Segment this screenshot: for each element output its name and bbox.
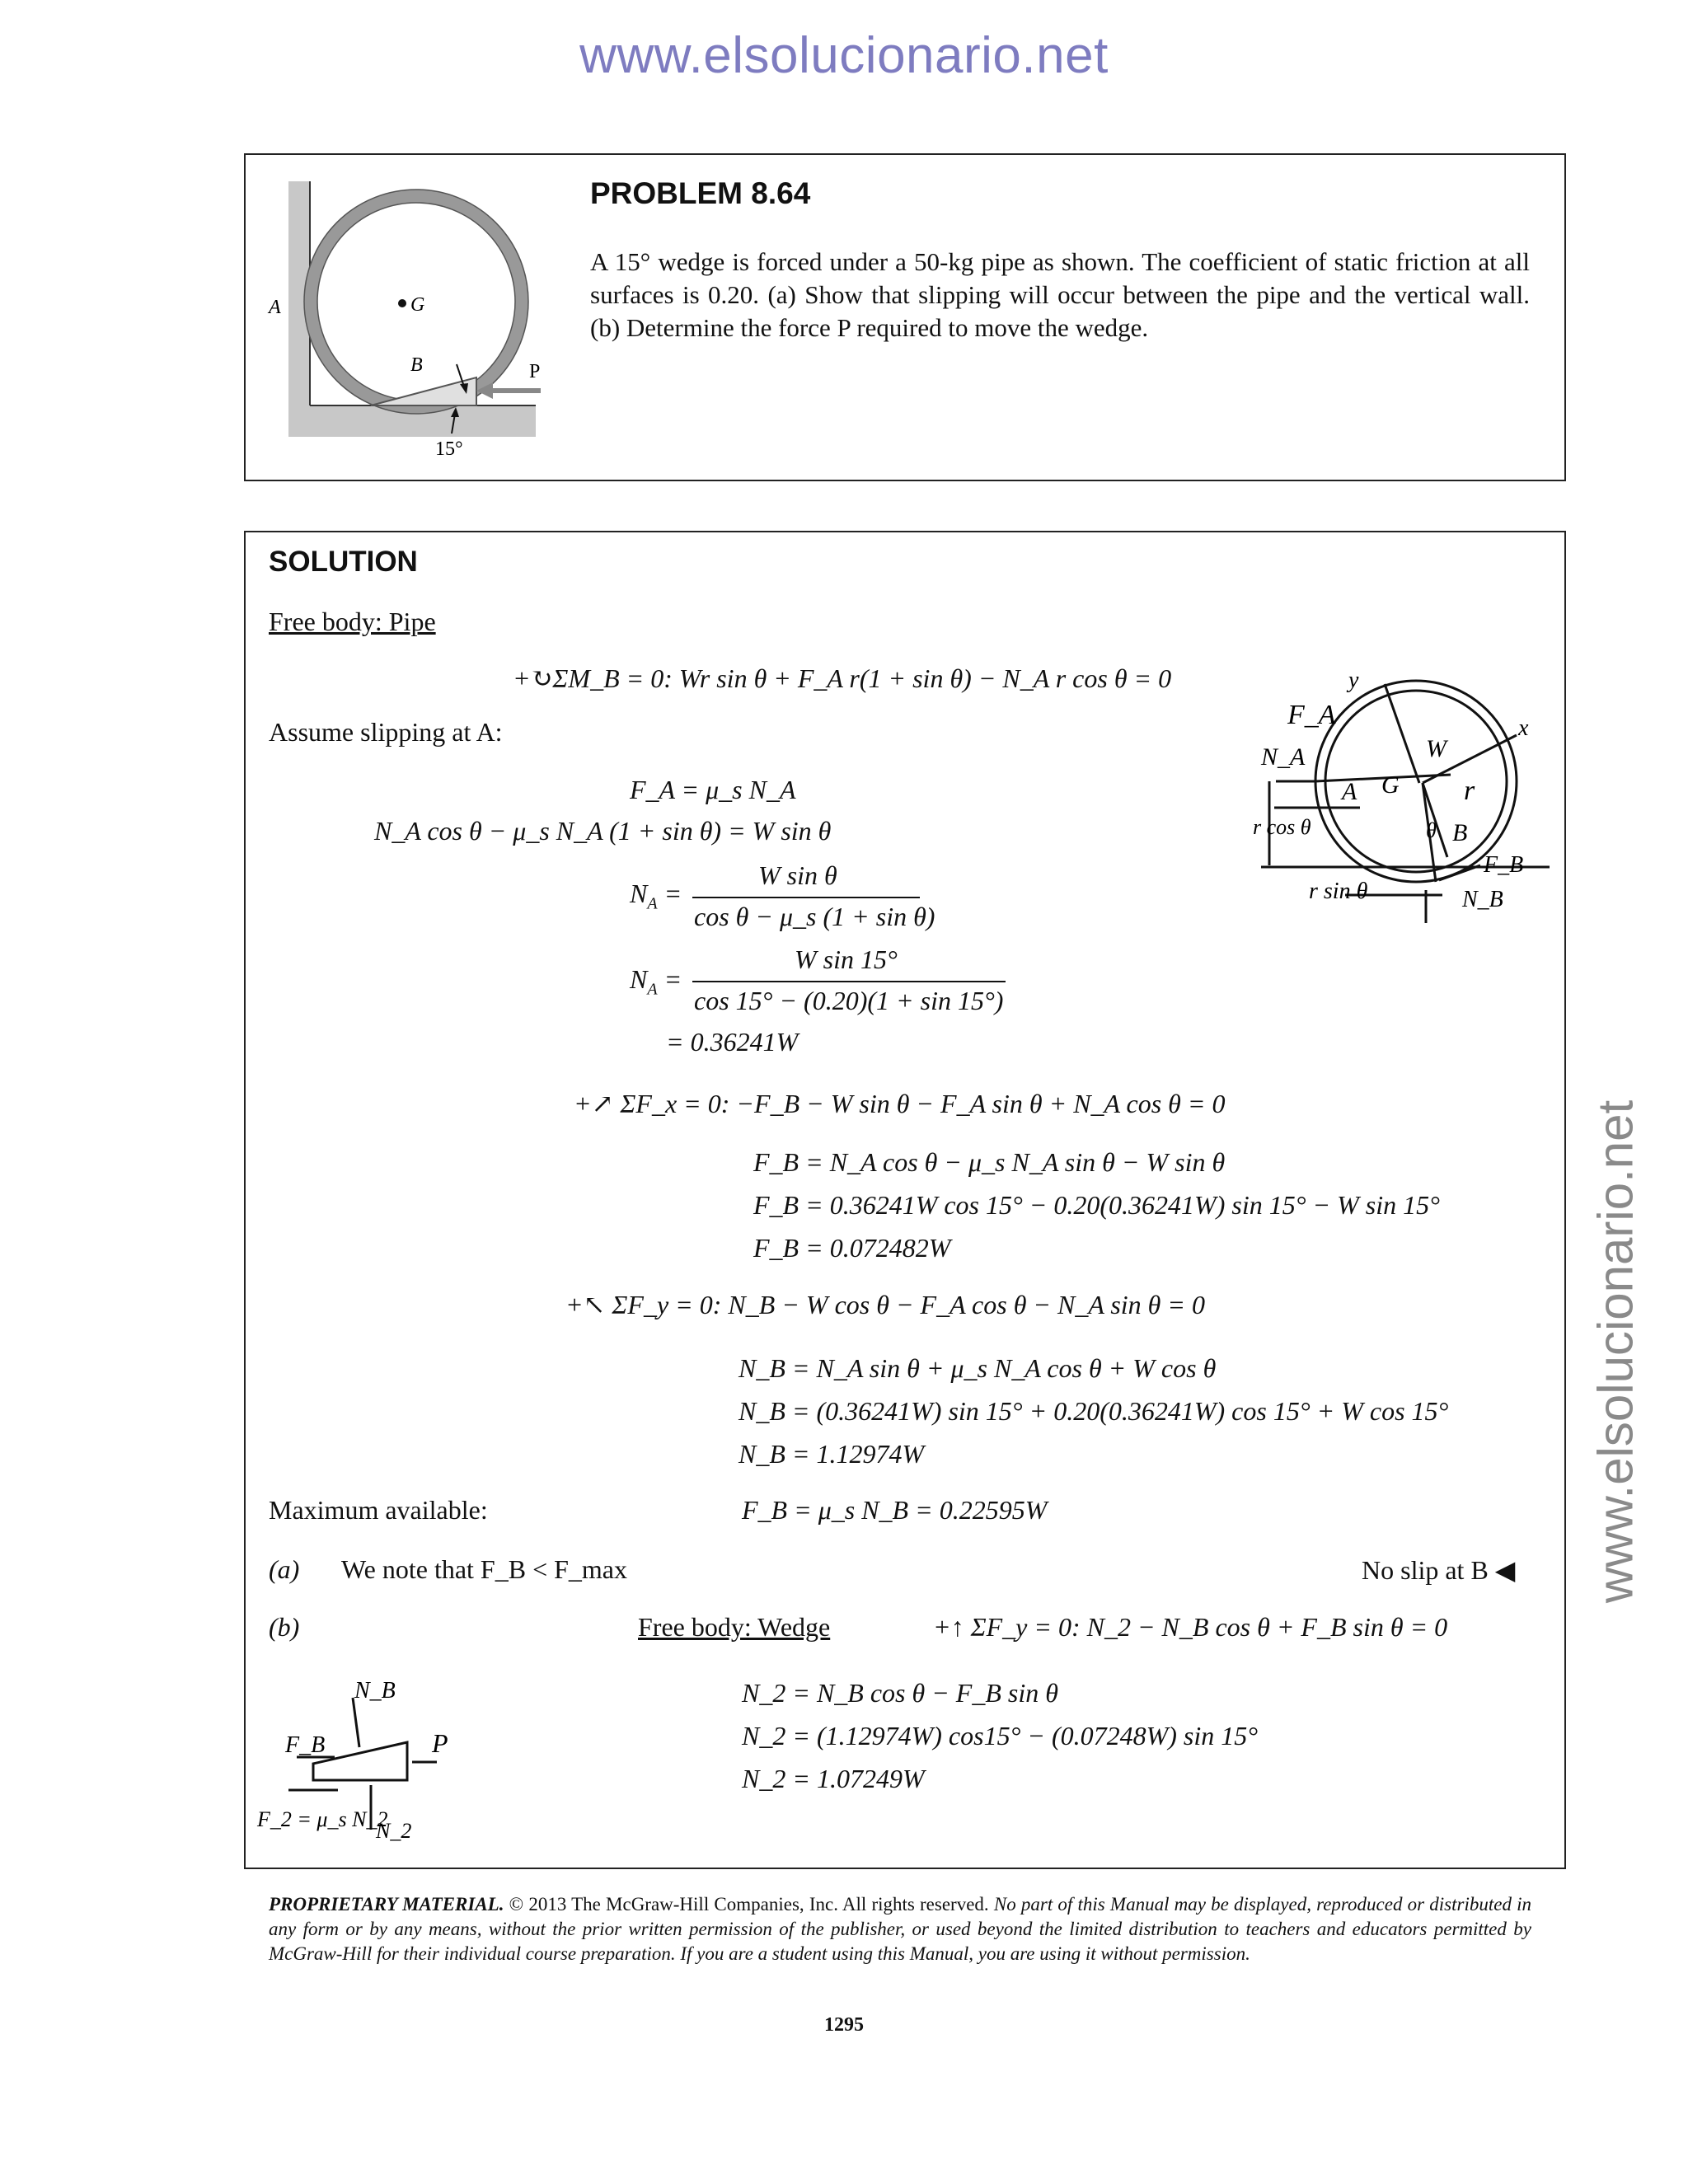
max-available-label: Maximum available: xyxy=(269,1495,488,1525)
footer-copyright xyxy=(269,1892,1531,1966)
eq-sum-fx: +↗ ΣF_x = 0: −F_B − W sin θ − F_A sin θ + N_A cos θ = 0 xyxy=(574,1089,1226,1118)
g-dot xyxy=(398,299,406,307)
svg-text:B: B xyxy=(410,354,423,376)
eq-na-cos: N_A cos θ − μ_s N_A (1 + sin θ) = W sin θ xyxy=(374,816,832,846)
problem-title: PROBLEM 8.64 xyxy=(590,176,811,210)
part-a-result: No slip at B ◀ xyxy=(1362,1555,1516,1585)
frac-line-2 xyxy=(692,981,1006,982)
na-frac2-den: cos 15° − (0.20)(1 + sin 15°) xyxy=(694,986,1004,1015)
watermark-side: www.elsolucionario.net xyxy=(1587,1099,1643,1604)
n2-line-2: N_2 = (1.12974W) cos15° − (0.07248W) sin 15° xyxy=(742,1721,1259,1750)
footer-bold: PROPRIETARY MATERIAL. xyxy=(269,1894,504,1915)
eq-sum-fy: +↖ ΣF_y = 0: N_B − W cos θ − F_A cos θ − N_A sin θ = 0 xyxy=(565,1290,1205,1319)
footer-copyright-text: © 2013 The McGraw-Hill Companies, Inc. All rights reserved. xyxy=(504,1894,994,1915)
assume-slipping: Assume slipping at A: xyxy=(269,717,503,747)
free-body-wedge-heading: Free body: Wedge xyxy=(638,1612,831,1642)
n2-line-1: N_2 = N_B cos θ − F_B sin θ xyxy=(742,1678,1058,1708)
solution-title: SOLUTION xyxy=(269,546,418,578)
svg-text:G: G xyxy=(410,294,425,316)
na-frac1-num: W sin θ xyxy=(758,860,837,890)
svg-text:r sin θ: r sin θ xyxy=(1309,879,1368,904)
page-number: 1295 xyxy=(824,2014,864,2036)
svg-text:r: r xyxy=(1464,776,1475,806)
fb-line-3: F_B = 0.072482W xyxy=(753,1233,951,1263)
n2-line-3: N_2 = 1.07249W xyxy=(742,1764,925,1793)
nb-line-3: N_B = 1.12974W xyxy=(738,1439,925,1469)
svg-text:F_B: F_B xyxy=(285,1732,326,1758)
svg-text:F_2 = μ_s N_2: F_2 = μ_s N_2 xyxy=(257,1807,388,1831)
svg-text:F_B: F_B xyxy=(1484,852,1524,878)
svg-text:A: A xyxy=(1342,778,1357,805)
svg-text:P: P xyxy=(529,361,541,382)
svg-text:W: W xyxy=(1426,735,1447,762)
svg-text:r cos θ: r cos θ xyxy=(1253,815,1311,839)
svg-text:N_B: N_B xyxy=(1462,887,1503,912)
fb-line-1: F_B = N_A cos θ − μ_s N_A sin θ − W sin θ xyxy=(753,1147,1226,1177)
svg-text:N_A: N_A xyxy=(1261,743,1306,771)
na-label-1: $N_A$ = xyxy=(630,879,682,913)
svg-text:N_2: N_2 xyxy=(376,1819,412,1843)
problem-statement: A 15° wedge is forced under a 50-kg pipe as shown. The coefficient of static friction at all surfaces is 0.20. (a) Show that slipping will occur between the pipe and the vertical wall. (b) Determine the force P required to move the wedge. xyxy=(590,247,1530,342)
wedge xyxy=(371,377,476,405)
svg-text:F_A: F_A xyxy=(1287,700,1336,730)
nb-line-2: N_B = (0.36241W) sin 15° + 0.20(0.36241W) cos 15° + W cos 15° xyxy=(738,1396,1449,1426)
eq-wedge-fy: +↑ ΣF_y = 0: N_2 − N_B cos θ + F_B sin θ = 0 xyxy=(933,1612,1448,1642)
problem-figure xyxy=(264,173,560,470)
watermark-top: www.elsolucionario.net xyxy=(579,27,1109,84)
part-a-label: (a) xyxy=(269,1554,300,1584)
svg-text:P: P xyxy=(432,1728,448,1758)
footer-notice: No part of this Manual may be displayed, reproduced or distributed in any form or by any means, without the prior written permission of the publisher, or used beyond the limited distribution to teachers and educators permitted by McGraw-Hill for their individual course preparation. If you are a student using this Manual, you are using it without permission. xyxy=(269,1894,1532,1964)
frac-line-1 xyxy=(692,897,920,898)
fb-line-2: F_B = 0.36241W cos 15° − 0.20(0.36241W) sin 15° − W sin 15° xyxy=(753,1190,1440,1220)
na-frac2-num: W sin 15° xyxy=(795,944,898,974)
svg-text:y: y xyxy=(1348,668,1359,693)
part-b-label: (b) xyxy=(269,1612,300,1642)
free-body-pipe-heading: Free body: Pipe xyxy=(269,607,436,636)
eq-fa: F_A = μ_s N_A xyxy=(630,775,796,804)
na-result: = 0.36241W xyxy=(666,1027,799,1057)
svg-text:A: A xyxy=(269,297,281,318)
eq-moment-b: +↻ΣM_B = 0: Wr sin θ + F_A r(1 + sin θ) − N_A r cos θ = 0 xyxy=(513,663,1172,693)
svg-text:θ: θ xyxy=(1426,818,1437,842)
na-label-2: $N_A$ = xyxy=(630,964,682,999)
part-a-text: We note that F_B < F_max xyxy=(341,1554,627,1584)
svg-text:x: x xyxy=(1518,715,1529,741)
svg-text:N_B: N_B xyxy=(354,1678,396,1704)
max-available-eq: F_B = μ_s N_B = 0.22595W xyxy=(742,1495,1048,1525)
na-frac1-den: cos θ − μ_s (1 + sin θ) xyxy=(694,902,935,931)
pipe-free-body-sketch xyxy=(1236,659,1550,931)
svg-text:G: G xyxy=(1381,771,1400,799)
svg-text:15°: 15° xyxy=(435,438,463,460)
svg-text:B: B xyxy=(1452,819,1468,846)
nb-line-1: N_B = N_A sin θ + μ_s N_A cos θ + W cos θ xyxy=(738,1353,1217,1383)
wedge-free-body-sketch xyxy=(256,1673,470,1846)
